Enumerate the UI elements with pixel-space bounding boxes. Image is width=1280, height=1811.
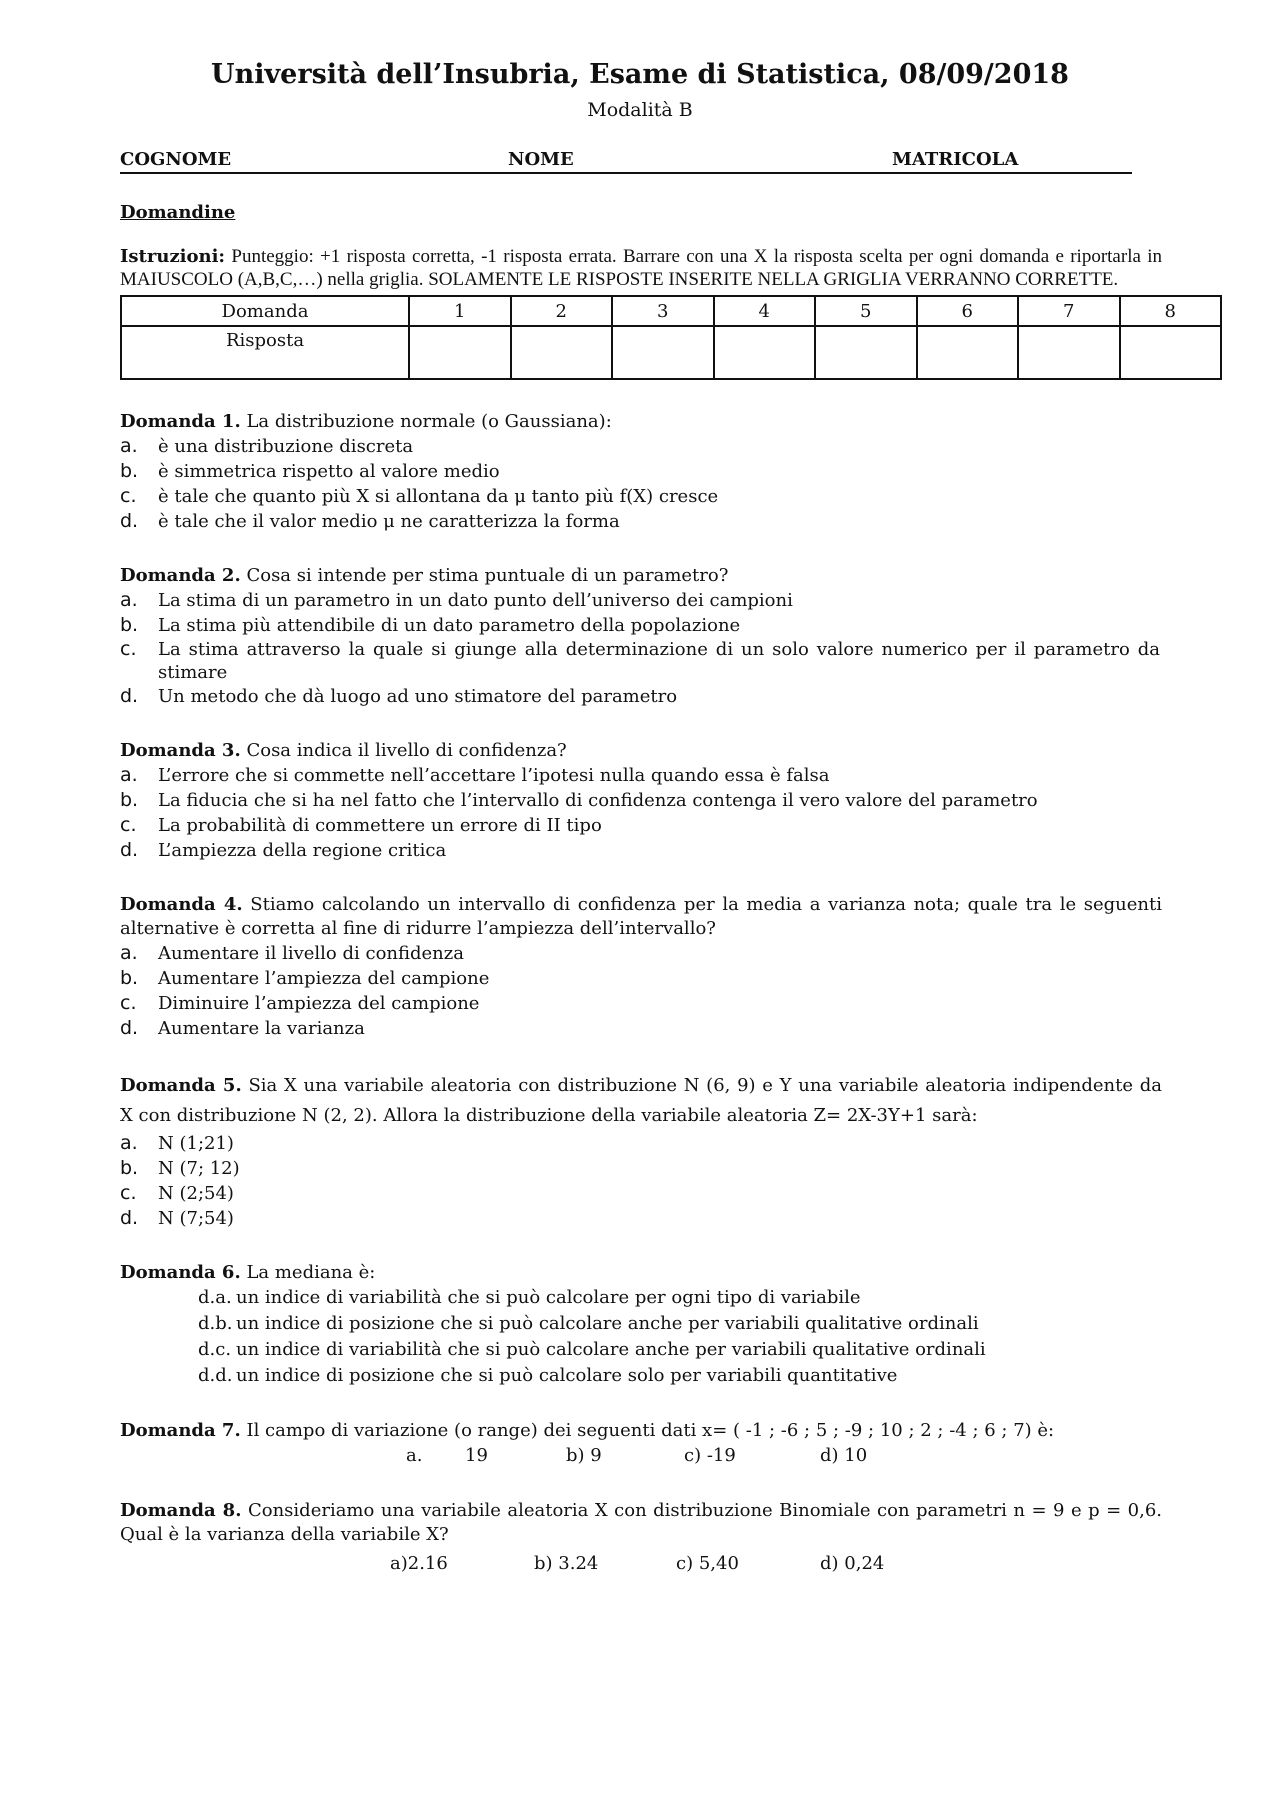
option-letter: c. [120,485,137,507]
option-text: Un metodo che dà luogo ad uno stimatore del parametro [158,686,678,707]
option-c[interactable] [120,484,1160,509]
grid-answer-row [121,326,1221,379]
option-c[interactable] [120,813,1160,838]
option-letter: c. [120,814,137,836]
option-letter: b. [120,1157,139,1179]
option-text: Aumentare il livello di confidenza [158,943,464,964]
option-b[interactable] [120,966,1160,991]
inline-options [120,1443,1160,1469]
option-c[interactable] [120,991,1160,1016]
option-text: è simmetrica rispetto al valore medio [158,461,500,482]
answer-cell-1[interactable] [409,326,511,379]
exam-page [120,58,1176,1577]
option-text: La stima più attendibile di un dato parametro della popolazione [158,615,741,636]
option-letter: b. [120,614,139,636]
option-a[interactable] [120,1285,1160,1311]
question-body: Stiamo calcolando un intervallo di confidenza per la media a varianza nota; quale tra le seguenti alternative è corretta al fine di ridurre l’ampiezza dell’intervallo? [120,894,1162,939]
question-label: Domanda 6. [120,1262,241,1283]
question-text [120,1071,1162,1131]
question-3 [120,739,1160,863]
option-letter: a. [120,764,138,786]
instructions [120,245,1162,291]
matricola-label: MATRICOLA [892,149,1019,170]
question-2 [120,564,1160,709]
question-label: Domanda 7. [120,1420,241,1441]
answer-cell-2[interactable] [511,326,613,379]
question-5 [120,1071,1160,1231]
option-d[interactable]: d) 0,24 [820,1553,885,1574]
grid-header-row [121,296,1221,326]
option-text: un indice di posizione che si può calcolare solo per variabili quantitative [236,1365,898,1386]
option-letter: d.d. [198,1365,233,1386]
option-letter: d. [120,839,139,861]
option-letter: b. [120,460,139,482]
option-b[interactable] [120,459,1160,484]
option-b[interactable]: b) 3.24 [534,1553,599,1574]
question-label: Domanda 1. [120,411,241,432]
inline-options [120,1551,1160,1577]
option-letter: c. [120,1182,137,1204]
question-label: Domanda 4. [120,894,243,915]
option-letter: d. [120,685,139,707]
question-text [120,1499,1162,1547]
option-c[interactable] [120,1181,1160,1206]
answer-cell-8[interactable] [1120,326,1222,379]
grid-col-header: 6 [917,296,1019,326]
question-body: La distribuzione normale (o Gaussiana): [246,411,612,432]
option-d[interactable] [120,1016,1160,1041]
option-c[interactable]: c) -19 [684,1445,736,1466]
option-d[interactable] [120,1363,1160,1389]
question-text [120,1261,1162,1285]
option-a[interactable] [120,763,1160,788]
grid-col-header: 5 [815,296,917,326]
option-b[interactable] [120,1311,1160,1337]
option-text: Diminuire l’ampiezza del campione [158,993,480,1014]
answer-cell-3[interactable] [612,326,714,379]
instructions-text: Punteggio: +1 risposta corretta, -1 risposta errata. Barrare con una X la risposta scelta per ogni domanda e riportarla in MAIUSCOLO (A,B,C,…) nella griglia. SOLAMENTE LE RISPOSTE INSERITE NELLA GRIGLIA VERRANNO CORRETTE. [120,246,1163,290]
option-b[interactable] [120,788,1160,813]
surname-label: COGNOME [120,149,232,170]
instructions-label: Istruzioni: [120,246,226,267]
option-c[interactable] [120,638,1160,684]
option-a[interactable] [120,1131,1160,1156]
section-title: Domandine [120,202,236,223]
option-text: un indice di variabilità che si può calcolare anche per variabili qualitative ordinali [236,1339,986,1360]
grid-col-header: 7 [1018,296,1120,326]
grid-col-header: 2 [511,296,613,326]
option-d[interactable] [120,509,1160,534]
option-text: N (7;54) [158,1208,234,1229]
option-c[interactable]: c) 5,40 [676,1553,739,1574]
option-text: N (2;54) [158,1183,234,1204]
answer-cell-6[interactable] [917,326,1019,379]
option-a[interactable] [120,588,1160,613]
grid-col-header: 8 [1120,296,1222,326]
question-text [120,410,1162,434]
question-body: Il campo di variazione (o range) dei seguenti dati x= ( -1 ; -6 ; 5 ; -9 ; 10 ; 2 ; -4 ; 6 ; 7) è: [246,1420,1055,1441]
grid-col-header: 4 [714,296,816,326]
option-text: La stima di un parametro in un dato punto dell’universo dei campioni [158,590,793,611]
option-letter: b. [120,789,139,811]
question-label: Domanda 2. [120,565,241,586]
option-text: è una distribuzione discreta [158,436,414,457]
option-a[interactable] [120,434,1160,459]
option-letter: c. [120,992,137,1014]
option-letter: a. [406,1445,423,1466]
option-letter: d. [120,1207,139,1229]
option-text: N (7; 12) [158,1158,240,1179]
answer-cell-7[interactable] [1018,326,1120,379]
option-d[interactable] [120,1206,1160,1231]
option-a[interactable]: a)2.16 [390,1553,448,1574]
question-label: Domanda 8. [120,1500,242,1521]
option-text: è tale che quanto più X si allontana da μ tanto più f(X) cresce [158,486,719,507]
option-b[interactable] [120,1156,1160,1181]
grid-row-label: Risposta [121,326,409,379]
answer-cell-4[interactable] [714,326,816,379]
answer-grid [120,295,1222,380]
question-text [120,893,1162,941]
option-d[interactable] [120,684,1160,709]
question-8 [120,1499,1163,1577]
option-letter: c. [120,638,137,660]
question-label: Domanda 5. [120,1075,242,1096]
option-letter: a. [120,435,138,457]
option-text: Aumentare la varianza [158,1018,365,1039]
option-text: Aumentare l’ampiezza del campione [158,968,490,989]
exam-subtitle: Modalità B [587,99,693,121]
option-letter: a. [120,942,138,964]
option-text: N (1;21) [158,1133,234,1154]
question-text [120,739,1162,763]
question-body: Cosa indica il livello di confidenza? [246,740,567,761]
grid-row-label: Domanda [121,296,409,326]
name-label: NOME [508,149,574,170]
answer-cell-5[interactable] [815,326,917,379]
option-b[interactable] [120,613,1160,638]
question-1 [120,410,1160,534]
option-d[interactable]: d) 10 [820,1445,868,1466]
question-body: La mediana è: [246,1262,376,1283]
option-text: è tale che il valor medio μ ne caratterizza la forma [158,511,620,532]
option-letter: b. [120,967,139,989]
option-letter: a. [120,1132,138,1154]
question-label: Domanda 3. [120,740,241,761]
option-letter: d.b. [198,1313,233,1334]
option-text: La probabilità di commettere un errore di II tipo [158,815,602,836]
option-text: un indice di variabilità che si può calcolare per ogni tipo di variabile [236,1287,861,1308]
option-c[interactable] [120,1337,1160,1363]
option-letter: d.a. [198,1287,232,1308]
exam-title: Università dell’Insubria, Esame di Statistica, 08/09/2018 [211,59,1069,90]
option-text: L’errore che si commette nell’accettare l’ipotesi nulla quando essa è falsa [158,765,830,786]
option-a-value[interactable]: 19 [465,1445,488,1466]
question-body: Consideriamo una variabile aleatoria X con distribuzione Binomiale con parametri n = 9 e p = 0,6. Qual è la varianza della variabile X? [120,1500,1163,1545]
option-letter: d. [120,510,139,532]
grid-col-header: 3 [612,296,714,326]
option-letter: d.c. [198,1339,232,1360]
question-text [120,564,1162,588]
option-d[interactable] [120,838,1160,863]
question-6 [120,1261,1160,1389]
question-4 [120,893,1160,1041]
question-body: Cosa si intende per stima puntuale di un parametro? [246,565,729,586]
option-letter: a. [120,589,138,611]
student-id-line[interactable] [120,148,1132,174]
option-text: La stima attraverso la quale si giunge alla determinazione di un solo valore numerico per il parametro da stimare [158,639,1160,683]
question-body: Sia X una variabile aleatoria con distribuzione N (6, 9) e Y una variabile aleatoria indipendente da X con distribuzione N (2, 2). Allora la distribuzione della variabile aleatoria Z= 2X-3Y+1 sarà: [120,1075,1162,1126]
option-text: La fiducia che si ha nel fatto che l’intervallo di confidenza contenga il vero valore del parametro [158,790,1038,811]
question-text [120,1419,1162,1443]
option-text: L’ampiezza della regione critica [158,840,447,861]
option-b[interactable]: b) 9 [566,1445,602,1466]
option-a[interactable] [120,941,1160,966]
option-text: un indice di posizione che si può calcolare anche per variabili qualitative ordinali [236,1313,979,1334]
option-letter: d. [120,1017,139,1039]
grid-col-header: 1 [409,296,511,326]
question-7 [120,1419,1160,1469]
